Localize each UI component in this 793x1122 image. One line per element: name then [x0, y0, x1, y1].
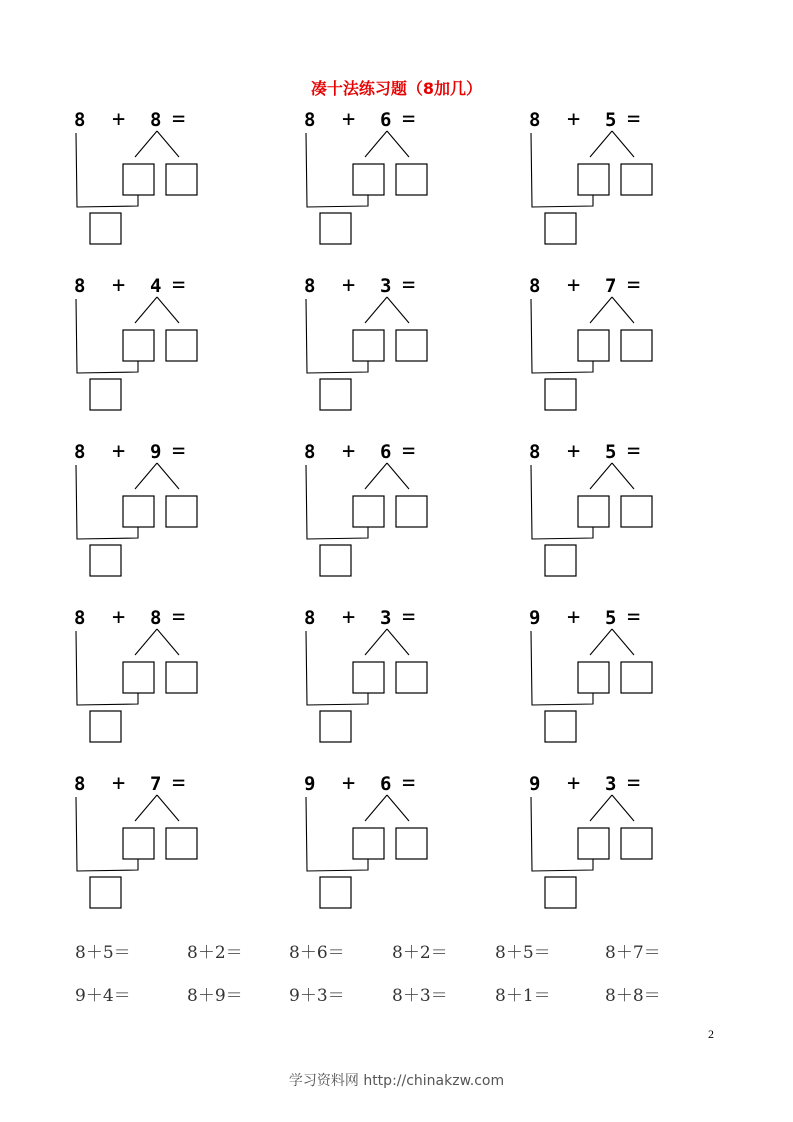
make-ten-problem — [72, 441, 272, 581]
mental-math-item: 8＋5＝ — [75, 943, 131, 963]
operand-b: 5 — [605, 607, 617, 629]
footer-watermark: 学习资料网 http://chinakzw.com — [288, 1073, 505, 1089]
split-line-right — [157, 131, 179, 157]
make-ten-problem — [302, 773, 502, 913]
make-ten-bracket — [306, 631, 368, 705]
make-ten-problem — [302, 607, 502, 747]
split-part-box-1[interactable] — [578, 662, 609, 693]
make-ten-problem — [527, 441, 727, 581]
decomposition-diagram — [302, 441, 502, 581]
split-part-box-2[interactable] — [166, 330, 197, 361]
split-line-right — [157, 629, 179, 655]
plus-sign: + — [112, 273, 126, 298]
ten-result-box[interactable] — [545, 711, 576, 742]
split-line-right — [612, 297, 634, 323]
operand-a: 8 — [529, 109, 541, 131]
equals-sign: = — [402, 771, 416, 796]
decomposition-diagram — [302, 607, 502, 747]
ten-result-box[interactable] — [90, 545, 121, 576]
split-part-box-1[interactable] — [123, 828, 154, 859]
split-part-box-2[interactable] — [166, 496, 197, 527]
split-line-right — [387, 629, 409, 655]
ten-result-box[interactable] — [545, 213, 576, 244]
split-part-box-1[interactable] — [123, 496, 154, 527]
operand-a: 8 — [304, 275, 316, 297]
make-ten-bracket — [531, 299, 593, 373]
equals-sign: = — [627, 273, 641, 298]
mental-math-item: 8＋5＝ — [495, 943, 551, 963]
mental-math-item: 8＋7＝ — [605, 943, 661, 963]
split-line-right — [387, 795, 409, 821]
split-line-left — [365, 297, 387, 323]
split-part-box-2[interactable] — [166, 662, 197, 693]
equals-sign: = — [402, 107, 416, 132]
make-ten-problem — [302, 275, 502, 415]
equals-sign: = — [172, 273, 186, 298]
split-line-right — [157, 297, 179, 323]
plus-sign: + — [112, 605, 126, 630]
operand-a: 8 — [304, 109, 316, 131]
operand-b: 8 — [150, 109, 162, 131]
ten-result-box[interactable] — [545, 379, 576, 410]
split-line-right — [387, 131, 409, 157]
plus-sign: + — [567, 273, 581, 298]
make-ten-problem — [302, 441, 502, 581]
split-part-box-1[interactable] — [353, 164, 384, 195]
split-line-left — [365, 131, 387, 157]
page-title: 凑十法练习题（8加几） — [310, 79, 483, 98]
operand-b: 6 — [380, 441, 392, 463]
plus-sign: + — [342, 605, 356, 630]
page-number: 2 — [708, 1027, 714, 1041]
make-ten-bracket — [306, 133, 368, 207]
equals-sign: = — [627, 439, 641, 464]
make-ten-problem — [527, 275, 727, 415]
make-ten-bracket — [306, 797, 368, 871]
ten-result-box[interactable] — [320, 711, 351, 742]
plus-sign: + — [567, 771, 581, 796]
decomposition-diagram — [302, 109, 502, 249]
equals-sign: = — [402, 439, 416, 464]
operand-a: 9 — [304, 773, 316, 795]
operand-a: 8 — [304, 441, 316, 463]
split-part-box-1[interactable] — [578, 828, 609, 859]
make-ten-problem — [527, 607, 727, 747]
split-part-box-1[interactable] — [123, 164, 154, 195]
mental-math-item: 8＋3＝ — [392, 986, 448, 1006]
split-line-right — [612, 795, 634, 821]
equals-sign: = — [172, 107, 186, 132]
make-ten-problem — [72, 109, 272, 249]
make-ten-bracket — [76, 133, 138, 207]
split-part-box-2[interactable] — [621, 828, 652, 859]
operand-a: 8 — [74, 773, 86, 795]
operand-a: 9 — [529, 607, 541, 629]
operand-a: 8 — [304, 607, 316, 629]
equals-sign: = — [627, 107, 641, 132]
mental-math-item: 9＋3＝ — [289, 986, 345, 1006]
make-ten-problem — [72, 773, 272, 913]
split-line-left — [135, 131, 157, 157]
split-part-box-1[interactable] — [353, 828, 384, 859]
operand-a: 9 — [529, 773, 541, 795]
ten-result-box[interactable] — [320, 213, 351, 244]
split-line-left — [365, 463, 387, 489]
make-ten-bracket — [531, 797, 593, 871]
plus-sign: + — [112, 439, 126, 464]
plus-sign: + — [342, 273, 356, 298]
split-part-box-1[interactable] — [353, 662, 384, 693]
mental-math-item: 8＋8＝ — [605, 986, 661, 1006]
mental-math-item: 8＋9＝ — [187, 986, 243, 1006]
split-line-right — [612, 463, 634, 489]
operand-b: 3 — [380, 607, 392, 629]
decomposition-diagram — [527, 773, 727, 913]
split-line-left — [135, 463, 157, 489]
equals-sign: = — [172, 771, 186, 796]
operand-b: 6 — [380, 109, 392, 131]
ten-result-box[interactable] — [320, 545, 351, 576]
make-ten-bracket — [76, 299, 138, 373]
ten-result-box[interactable] — [320, 877, 351, 908]
split-line-right — [157, 795, 179, 821]
operand-a: 8 — [74, 275, 86, 297]
decomposition-diagram — [72, 441, 272, 581]
split-line-left — [365, 795, 387, 821]
split-part-box-2[interactable] — [396, 828, 427, 859]
ten-result-box[interactable] — [545, 545, 576, 576]
make-ten-bracket — [306, 299, 368, 373]
make-ten-problem — [527, 109, 727, 249]
decomposition-diagram — [527, 109, 727, 249]
make-ten-problem — [72, 275, 272, 415]
operand-b: 5 — [605, 109, 617, 131]
plus-sign: + — [567, 605, 581, 630]
make-ten-bracket — [76, 797, 138, 871]
split-part-box-1[interactable] — [353, 330, 384, 361]
plus-sign: + — [112, 107, 126, 132]
split-line-left — [135, 795, 157, 821]
ten-result-box[interactable] — [320, 379, 351, 410]
split-part-box-2[interactable] — [166, 828, 197, 859]
equals-sign: = — [627, 605, 641, 630]
split-part-box-2[interactable] — [396, 330, 427, 361]
split-part-box-2[interactable] — [396, 164, 427, 195]
split-part-box-2[interactable] — [621, 662, 652, 693]
split-line-right — [387, 463, 409, 489]
equals-sign: = — [172, 605, 186, 630]
split-part-box-1[interactable] — [353, 496, 384, 527]
split-line-left — [135, 629, 157, 655]
decomposition-diagram — [72, 607, 272, 747]
operand-a: 8 — [74, 109, 86, 131]
ten-result-box[interactable] — [90, 213, 121, 244]
operand-b: 9 — [150, 441, 162, 463]
equals-sign: = — [402, 273, 416, 298]
operand-b: 7 — [605, 275, 617, 297]
decomposition-diagram — [72, 275, 272, 415]
operand-b: 3 — [380, 275, 392, 297]
ten-result-box[interactable] — [545, 877, 576, 908]
decomposition-diagram — [72, 773, 272, 913]
split-part-box-2[interactable] — [621, 164, 652, 195]
split-line-left — [590, 795, 612, 821]
split-line-left — [365, 629, 387, 655]
operand-b: 6 — [380, 773, 392, 795]
split-line-right — [387, 297, 409, 323]
mental-math-item: 8＋2＝ — [392, 943, 448, 963]
operand-b: 5 — [605, 441, 617, 463]
make-ten-bracket — [531, 133, 593, 207]
ten-result-box[interactable] — [90, 877, 121, 908]
split-part-box-2[interactable] — [166, 164, 197, 195]
split-line-right — [157, 463, 179, 489]
equals-sign: = — [627, 771, 641, 796]
split-part-box-2[interactable] — [621, 330, 652, 361]
operand-b: 7 — [150, 773, 162, 795]
split-part-box-1[interactable] — [123, 662, 154, 693]
mental-math-item: 8＋2＝ — [187, 943, 243, 963]
ten-result-box[interactable] — [90, 711, 121, 742]
split-part-box-1[interactable] — [578, 330, 609, 361]
split-part-box-1[interactable] — [578, 164, 609, 195]
equals-sign: = — [172, 439, 186, 464]
operand-a: 8 — [529, 441, 541, 463]
split-line-left — [590, 463, 612, 489]
split-line-right — [612, 629, 634, 655]
make-ten-bracket — [76, 631, 138, 705]
decomposition-diagram — [527, 607, 727, 747]
decomposition-diagram — [302, 275, 502, 415]
split-part-box-2[interactable] — [396, 662, 427, 693]
split-part-box-2[interactable] — [621, 496, 652, 527]
plus-sign: + — [112, 771, 126, 796]
make-ten-problem — [302, 109, 502, 249]
split-line-left — [590, 297, 612, 323]
operand-b: 4 — [150, 275, 162, 297]
mental-math-item: 8＋1＝ — [495, 986, 551, 1006]
operand-a: 8 — [74, 607, 86, 629]
equals-sign: = — [402, 605, 416, 630]
make-ten-bracket — [531, 631, 593, 705]
make-ten-bracket — [76, 465, 138, 539]
operand-b: 3 — [605, 773, 617, 795]
decomposition-diagram — [527, 441, 727, 581]
split-part-box-2[interactable] — [396, 496, 427, 527]
decomposition-diagram — [527, 275, 727, 415]
split-line-left — [590, 629, 612, 655]
ten-result-box[interactable] — [90, 379, 121, 410]
operand-a: 8 — [529, 275, 541, 297]
plus-sign: + — [342, 771, 356, 796]
mental-math-item: 8＋6＝ — [289, 943, 345, 963]
plus-sign: + — [342, 439, 356, 464]
split-line-right — [612, 131, 634, 157]
make-ten-bracket — [306, 465, 368, 539]
split-line-left — [135, 297, 157, 323]
make-ten-problem — [527, 773, 727, 913]
decomposition-diagram — [302, 773, 502, 913]
operand-a: 8 — [74, 441, 86, 463]
operand-b: 8 — [150, 607, 162, 629]
decomposition-diagram — [72, 109, 272, 249]
split-line-left — [590, 131, 612, 157]
split-part-box-1[interactable] — [123, 330, 154, 361]
plus-sign: + — [342, 107, 356, 132]
split-part-box-1[interactable] — [578, 496, 609, 527]
make-ten-bracket — [531, 465, 593, 539]
plus-sign: + — [567, 107, 581, 132]
mental-math-item: 9＋4＝ — [75, 986, 131, 1006]
make-ten-problem — [72, 607, 272, 747]
plus-sign: + — [567, 439, 581, 464]
